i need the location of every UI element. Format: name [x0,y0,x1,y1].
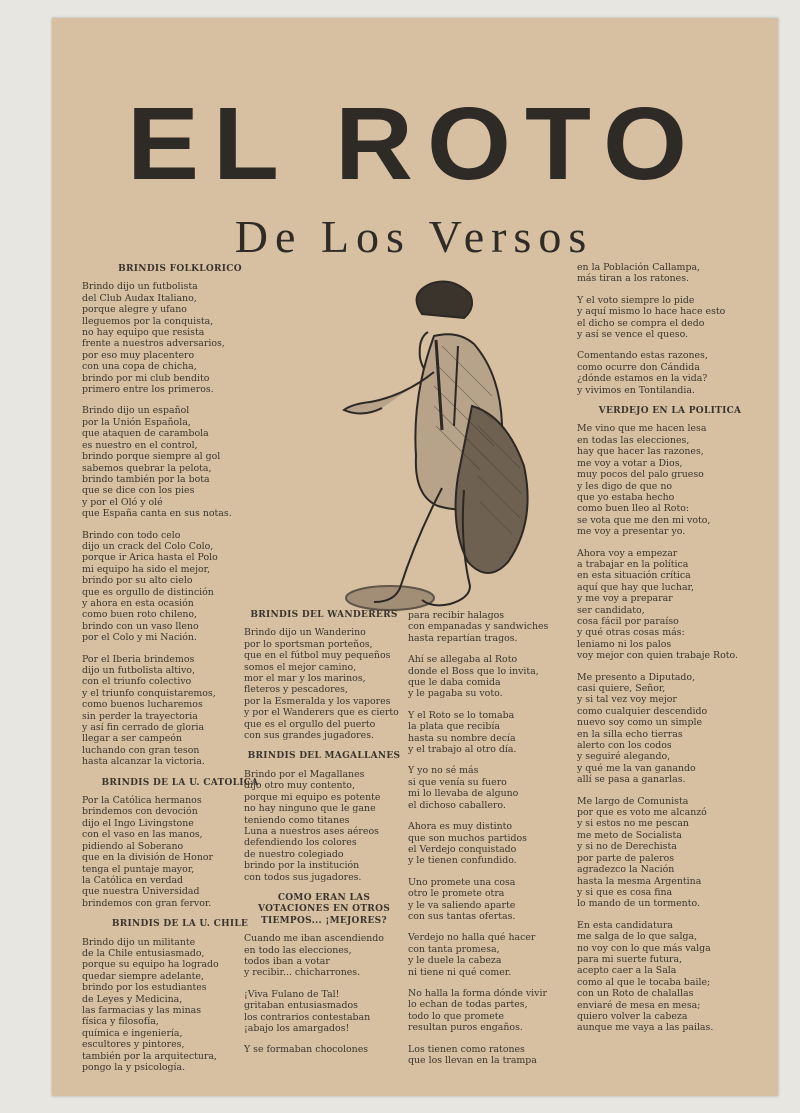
verse-stanza: Y el Roto se lo tomaba la plata que recibía hasta su nombre decía y el trabajo al otro día. [408,709,517,756]
column-middle-right [408,610,578,1076]
verse-stanza: Me presento a Diputado, casi quiere, Señor, y si tal vez voy mejor como cualquier descendido nuevo soy como un simple en la silla echo tierras alerto con los codos y seguiré alegando, y qué me la van ganando allí se pasa a ganarlas. [577,671,708,786]
verse-stanza: para recibir halagos con empanadas y sandwiches hasta repartían tragos. [408,610,549,644]
column-right [577,262,763,1044]
verse-stanza: No halla la forma dónde vivir lo echan de todas partes, todo lo que promete resultan puros engaños. [408,987,547,1034]
verse-stanza: en la Población Callampa, más tiran a los ratones. [577,262,701,285]
verse-stanza: Cuando me iban ascendiendo en todo las elecciones, todos iban a votar y recibir... chicharrones. [244,933,384,979]
verse-stanza: Ahora es muy distinto que son muchos partidos el Verdejo conquistado y le tienen confundido. [408,821,527,867]
verse-stanza: Me vino que me hacen lesa en todas las elecciones, hay que hacer las razones, me voy a votar a Dios, muy pocos del palo grueso y les digo de que no que yo estaba hecho como buen lleo al Roto: se vota que me den mi voto, me voy a presentar yo. [577,423,711,538]
verse-stanza: Brindo dijo un español por la Unión Española, que ataquen de carambola es nuestro en el control, brindo porque siempre al gol sabemos quebrar la pelota, brindo también por la bota que se dice con los pies y por el Oló y olé que España canta en sus notas. [82,405,232,520]
article-heading: BRINDIS DE LA U. CATOLICA [101,777,259,788]
article-heading: BRINDIS DEL MAGALLANES [247,751,401,762]
verse-stanza: En esta candidatura me salga de lo que salga, no voy con lo que más valga para mi suerte futura, acepto caer a la Sala como al que le tocaba baile; con un Roto de chalallas enviaré de mesa en mesa; quiero volver la cabeza aunque me vaya a las pailas. [577,919,714,1034]
article-section [244,610,404,741]
verse-stanza: Me largo de Comunista por que es voto me alcanzó y si estos no me pescan me meto de Socialista y si no de Derechista por parte de paleros agradezco la Nación hasta la mesma Argentina y si que es cosa fina lo mando de un tormento. [577,795,707,910]
article-heading: VERDEJO EN LA POLITICA [598,406,742,417]
verse-stanza: Y yo no sé más si que venía su fuero mi lo llevaba de alguno el dichoso caballero. [408,765,519,811]
verse-stanza: Brindo dijo un Wanderino por lo sportsman porteños, que en el fútbol muy pequeños somos el mejor camino, mor el mar y los marinos, fleteros y pescadores, por la Esmeralda y los vapores y por el Wanderers que es cierto que es el orgullo del puerto con sus grandes jugadores. [244,627,399,742]
verse-stanza: Uno promete una cosa otro le promete otra y le va saliendo aparte con sus tantas ofertas. [408,876,516,922]
article-heading: BRINDIS DEL WANDERERS [250,610,398,620]
verse-stanza: Ahí se allegaba al Roto donde el Boss que lo invita, que le daba comida y le pagaba su voto. [408,654,539,700]
article-heading: COMO ERAN LAS VOTACIONES EN OTROS TIEMPOS... ¡MEJORES? [257,892,391,926]
verse-stanza: Ahora voy a empezar a trabajar en la política en esta situación crítica aquí que hay que luchar, y me voy a preparar ser candidato, cosa fácil por paraíso y qué otras cosas más: leniamo ni los palos voy mejor con quien trabaje Roto. [577,547,738,662]
column-middle-left [244,610,404,1066]
roto-illustration [302,276,542,616]
article-section [244,751,404,882]
verse-stanza: Brindo dijo un futbolista del Club Audax Italiano, porque alegre y ufano lleguemos por la conquista, no hay equipo que resista frente a nuestros adversarios, por eso muy placentero con una copa de chicha, brindo por mi club bendito primero entre los primeros. [82,281,225,396]
article-section [408,610,578,1066]
masthead-subtitle: De Los Versos [234,211,594,262]
verse-stanza: Y el voto siempre lo pide y aquí mismo lo hace hace esto el dicho se compra el dedo y así se vence el queso. [577,294,726,341]
article-heading: BRINDIS FOLKLORICO [118,264,242,274]
masthead-title: EL ROTO [126,86,702,201]
verse-stanza: Brindo con todo celo dijo un crack del Colo Colo, porque ir Arica hasta el Polo mi equipo ha sido el mejor, brindo por su alto cielo que es orgullo de distinción y ahora en esta ocasión como buen roto chileno, brindo con un vaso lleno por el Colo y mi Nación. [82,529,218,644]
verse-stanza: Los tienen como ratones que los llevan en la trampa [408,1043,537,1066]
article-heading: BRINDIS DE LA U. CHILE [111,919,249,930]
article-section [244,893,404,1056]
verse-stanza: Verdejo no halla qué hacer con tanta promesa, y le duele la cabeza ni tiene ni qué comer. [408,932,536,978]
verse-stanza: Y se formaban chocolones [244,1044,369,1056]
verse-stanza: Comentando estas razones, como ocurre don Cándida ¿dónde estamos en la vida? y vivimos en Tontilandia. [577,350,708,396]
verse-stanza: Por la Católica hermanos brindemos con devoción dijo el Ingo Livingstone con el vaso en las manos, pidiendo al Soberano que en la división de Honor tenga el puntaje mayor, la Católica en verdad que nuestra Universidad brindemos con gran fervor. [82,795,213,909]
verse-stanza: Brindo dijo un militante de la Chile entusiasmado, porque su equipo ha logrado quedar siempre adelante, brindo por los estudiantes de Leyes y Medicina, las farmacias y las minas física y filosofía, química e ingeniería, escultores y pintores, también por la arquitectura, pongo la y psicología. [82,936,219,1073]
verse-stanza: Por el Iberia brindemos dijo un futbolista altivo, con el triunfo colectivo y el triunfo conquistaremos, como buenos lucharemos sin perder la trayectoria y así fin cerrado de gloria llegar a ser campeón luchando con gran teson hasta alcanzar la victoria. [82,653,216,768]
article-section [577,406,763,1034]
verse-stanza: Brindo por el Magallanes dijo otro muy contento, porque mi equipo es potente no hay ninguno que le gane teniendo como titanes Luna a nuestros ases aéreos defendiendo los colores de nuestro colegiado brindo por la institución con todos sus jugadores. [244,768,381,883]
article-section [577,262,763,396]
verse-stanza: ¡Viva Fulano de Tal! gritaban entusiasmados los contrarios contestaban ¡abajo los amargados! [244,988,371,1034]
newspaper-sheet [52,18,778,1096]
